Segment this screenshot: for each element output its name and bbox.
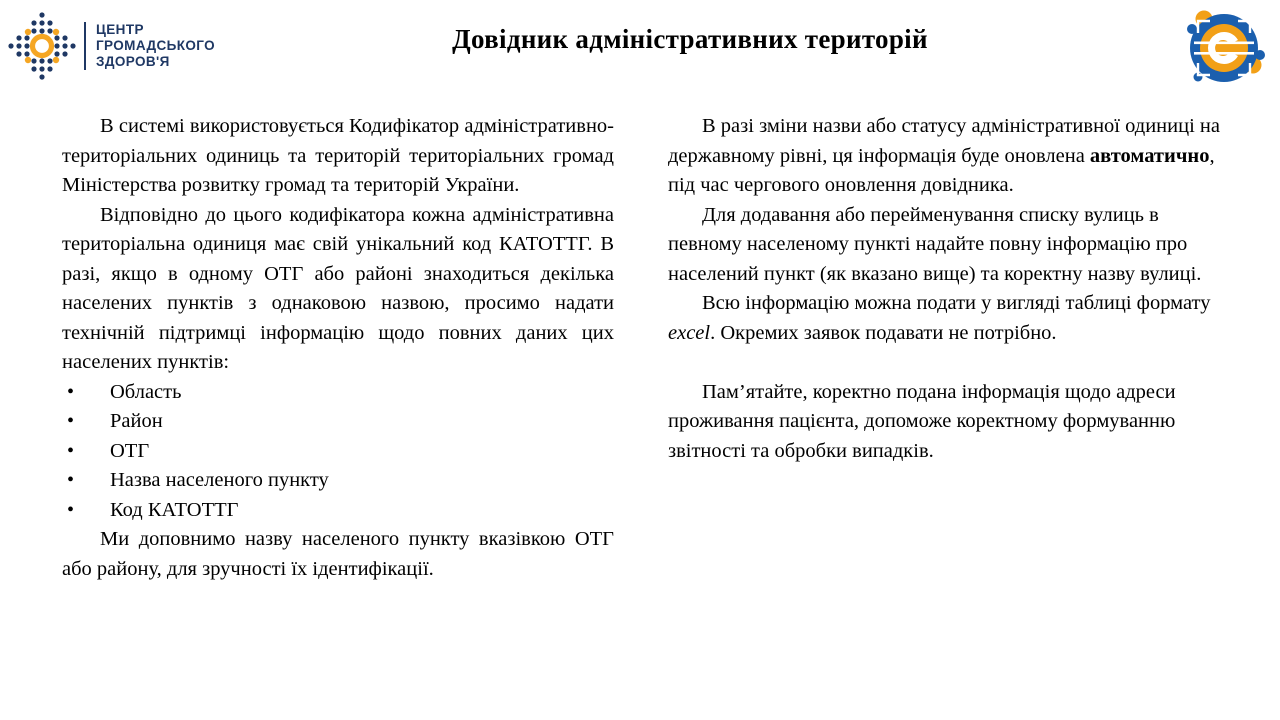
list-item: • Область [62, 378, 614, 408]
right-p1-emphasis: автоматично [1089, 144, 1210, 167]
right-p3-format-name: excel [668, 321, 711, 344]
left-paragraph-2: Відповідно до цього кодифікатора кожна адміністративна територіальна одиниця має свій унікальний код КАТОТТГ. В разі, якщо в одному ОТГ або районі знаходиться декілька населених пунктів з однаковою назвою, просимо надати технічній підтримці інформацію щодо повних даних цих населених пунктів: [62, 203, 614, 373]
list-item: • ОТГ [62, 437, 614, 467]
right-p1-text-before: В разі зміни назви або статусу адміністративної одиниці на державному рівні, ця інформація буде оновлена [668, 115, 1220, 167]
right-paragraph-1 [668, 112, 1228, 201]
brand-left-wordmark [96, 22, 215, 70]
brand-left [6, 6, 215, 86]
sunburst-dots-logo-icon [6, 10, 78, 82]
right-column [668, 112, 1228, 466]
right-paragraph-4: Пам’ятайте, коректно подана інформація щодо адреси проживання пацієнта, допоможе коректному формуванню звітності та обробки випадків. [668, 380, 1176, 462]
right-p1-text-after: , під час чергового оновлення довідника. [668, 144, 1215, 196]
brand-line-2: ГРОМАДСЬКОГО [96, 38, 216, 53]
required-fields-list [62, 378, 614, 526]
page-title: Довідник адміністративних територій [452, 24, 928, 54]
right-p3-text-after: . Окремих заявок подавати не потрібно. [710, 321, 1057, 344]
brand-line-1: ЦЕНТР [96, 22, 144, 37]
paragraph-spacer [668, 348, 1228, 378]
left-paragraph-3: Ми доповнимо назву населеного пункту вказівкою ОТГ або району, для зручності їх ідентифікації. [62, 528, 614, 580]
list-item: • Назва населеного пункту [62, 466, 614, 496]
list-item: • Код КАТОТТГ [62, 496, 614, 526]
brand-divider [84, 22, 86, 70]
right-p3-text-before: Всю інформацію можна подати у вигляді таблиці формату [702, 292, 1211, 314]
left-paragraph-1: В системі використовується Кодифікатор адміністративно-територіальних одиниць та територій територіальних громад Міністерства розвитку громад та територій України. [62, 115, 614, 196]
right-paragraph-2: Для додавання або перейменування списку вулиць в певному населеному пункті надайте повну інформацію про населений пункт (як вказано вище) та коректну назву вулиці. [668, 203, 1202, 285]
slide-header [0, 0, 1280, 96]
brand-line-3: ЗДОРОВ'Я [96, 54, 170, 69]
right-paragraph-3 [668, 289, 1228, 348]
circular-c-emblem-icon [1176, 3, 1272, 93]
left-column [62, 112, 614, 584]
list-item: • Район [62, 407, 614, 437]
